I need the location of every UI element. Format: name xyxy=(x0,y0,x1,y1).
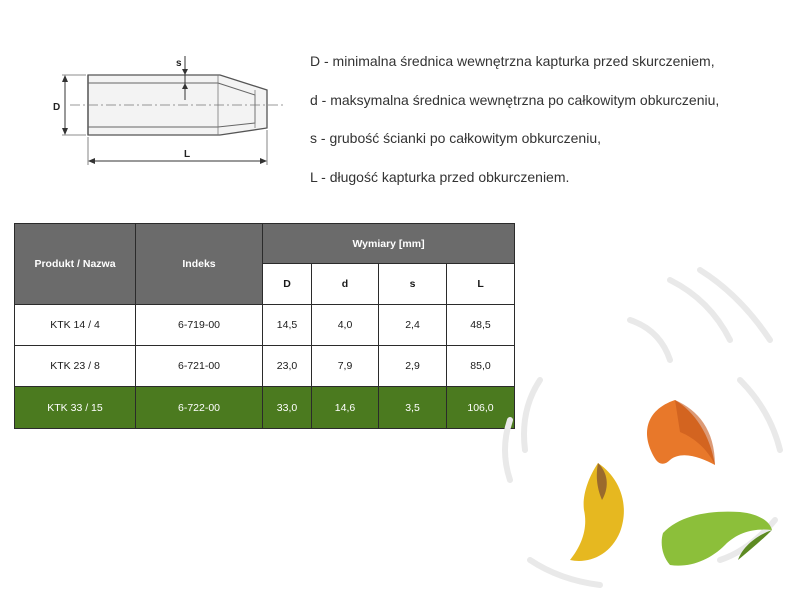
cell-index: 6-719-00 xyxy=(136,305,263,346)
cell-index: 6-722-00 xyxy=(136,387,263,429)
cell-s: 2,9 xyxy=(379,346,447,387)
table-row xyxy=(15,346,515,387)
brand-logo-svg xyxy=(470,260,800,600)
cell-D: 33,0 xyxy=(263,387,312,429)
legend-line-s: s - grubość ścianki po całkowitym obkurczeniu, xyxy=(310,130,602,146)
cell-D: 14,5 xyxy=(263,305,312,346)
label-L: L xyxy=(184,149,191,160)
header-product: Produkt / Nazwa xyxy=(15,224,136,305)
cell-L: 106,0 xyxy=(447,387,515,429)
cell-L: 85,0 xyxy=(447,346,515,387)
cell-index: 6-721-00 xyxy=(136,346,263,387)
cell-product: KTK 14 / 4 xyxy=(15,305,136,346)
header-d: d xyxy=(312,264,379,305)
table-row-highlighted xyxy=(15,387,515,429)
cell-d: 7,9 xyxy=(312,346,379,387)
cell-L: 48,5 xyxy=(447,305,515,346)
cell-product: KTK 33 / 15 xyxy=(15,387,136,429)
cap-drawing-svg xyxy=(40,40,290,180)
cell-product: KTK 23 / 8 xyxy=(15,346,136,387)
header-index: Indeks xyxy=(136,224,263,305)
header-D: D xyxy=(263,264,312,305)
cell-D: 23,0 xyxy=(263,346,312,387)
label-D: D xyxy=(53,102,61,113)
cap-drawing xyxy=(40,40,290,180)
cell-s: 2,4 xyxy=(379,305,447,346)
header-L: L xyxy=(447,264,515,305)
watermark-pattern xyxy=(505,270,780,585)
table-header-row xyxy=(15,224,515,264)
spec-table xyxy=(14,223,515,429)
legend-line-d: d - maksymalna średnica wewnętrzna po całkowitym obkurczeniu, xyxy=(310,91,720,108)
cell-s: 3,5 xyxy=(379,387,447,429)
cell-d: 14,6 xyxy=(312,387,379,429)
legend-line-L: L - długość kapturka przed obkurczeniem. xyxy=(310,168,570,185)
table-row xyxy=(15,305,515,346)
cell-d: 4,0 xyxy=(312,305,379,346)
header-s: s xyxy=(379,264,447,305)
brand-logo xyxy=(470,260,800,600)
label-s: s xyxy=(176,58,182,69)
dimension-legend xyxy=(310,52,780,206)
header-dimensions: Wymiary [mm] xyxy=(263,224,515,264)
legend-line-D: D - minimalna średnica wewnętrzna kapturka przed skurczeniem, xyxy=(310,53,715,69)
